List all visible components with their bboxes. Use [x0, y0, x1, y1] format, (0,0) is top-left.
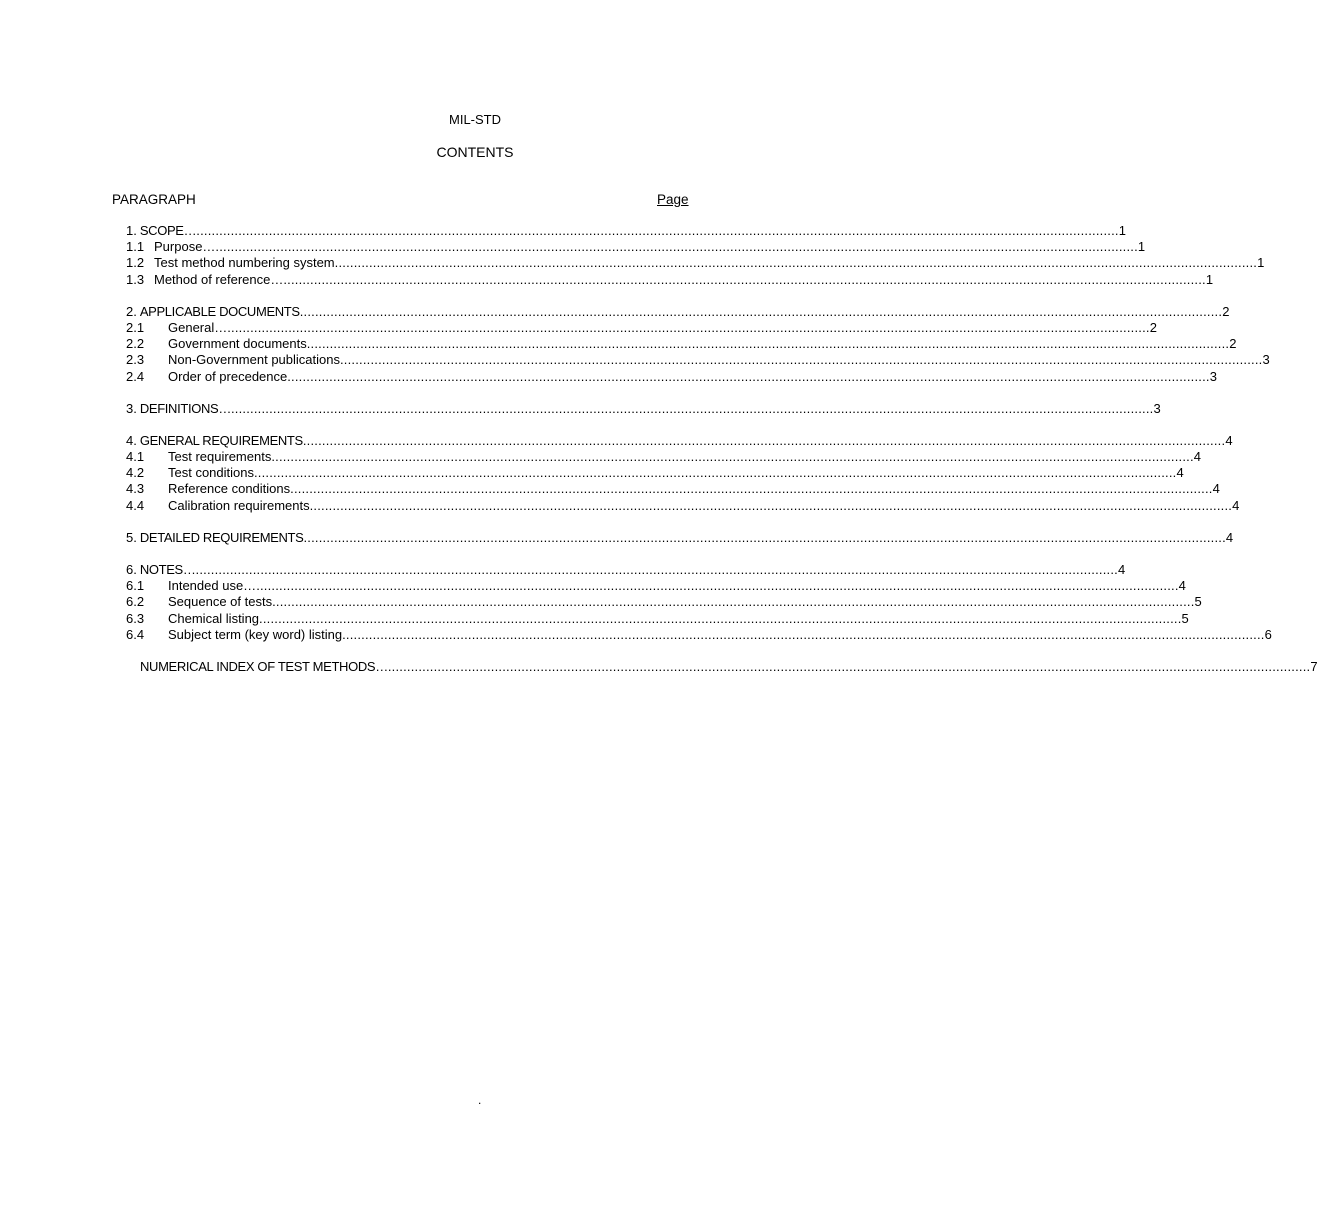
- toc-entry-title: Calibration requirements: [168, 497, 310, 513]
- dot-leader: [287, 369, 1209, 385]
- toc-entry-number: 2.: [126, 303, 137, 319]
- toc-entry-page: 4: [1193, 449, 1202, 465]
- dot-leader: [231, 401, 1153, 417]
- toc-entry-number: 4.4: [126, 497, 145, 513]
- toc-entry-title: Sequence of tests: [168, 594, 273, 610]
- toc-entry-page: 5: [1181, 610, 1189, 626]
- toc-section-2: [126, 303, 1270, 385]
- dot-leader: [196, 562, 1118, 578]
- toc-section-3: [126, 400, 1161, 417]
- toc-entry: [126, 223, 1126, 239]
- toc-entry-page: 2: [1222, 303, 1230, 319]
- toc-entry: [126, 626, 1272, 643]
- toc-entry-number: 6.3: [126, 610, 145, 626]
- dot-leader: [303, 530, 1225, 546]
- toc-section-5: [126, 529, 1234, 546]
- toc-entry: [126, 562, 1126, 578]
- toc-entry-page: 1: [1118, 223, 1126, 238]
- toc-entry: [126, 497, 1240, 514]
- toc-entry-number: 1.: [126, 223, 137, 238]
- toc-entry-title: Government documents: [168, 336, 307, 352]
- toc-entry-page: 3: [1209, 368, 1217, 384]
- toc-entry: [126, 271, 1214, 288]
- toc-section-4: [126, 432, 1240, 514]
- toc-entry-title: GENERAL REQUIREMENTS: [139, 432, 303, 448]
- dot-leader: [196, 223, 1118, 239]
- running-header-fragment: MIL-STD: [449, 112, 501, 127]
- dot-leader: [307, 336, 1229, 352]
- toc-entry: [126, 319, 1157, 336]
- toc-entry-number: 1.1: [126, 239, 145, 255]
- dot-leader: [271, 449, 1193, 465]
- toc-entry: [126, 594, 1202, 610]
- dot-leader: [256, 578, 1178, 594]
- dot-leader: [254, 465, 1176, 481]
- toc-entry-number: 4.3: [126, 481, 145, 497]
- toc-entry-number: 4.2: [126, 465, 145, 481]
- footer-mark: .: [478, 1093, 482, 1107]
- toc-entry: [126, 368, 1217, 385]
- toc-entry-title: Method of reference…: [154, 271, 284, 287]
- toc-entry-number: 4.: [126, 432, 137, 448]
- toc-entry-title: Subject term (key word) listing: [168, 626, 343, 642]
- dot-leader: [300, 304, 1222, 320]
- dot-leader: [259, 611, 1181, 627]
- toc-section-6: [126, 562, 1272, 643]
- toc-entry-title: Order of precedence: [168, 368, 288, 384]
- dot-leader: [283, 272, 1205, 288]
- toc-entry: [126, 400, 1161, 417]
- toc-entry-title: SCOPE…: [139, 223, 197, 238]
- toc-entry-title: Purpose…: [154, 239, 216, 255]
- toc-entry-page: 5: [1194, 594, 1202, 610]
- toc-entry-page: 4: [1212, 481, 1220, 497]
- toc-entry-title: Reference conditions: [168, 481, 291, 497]
- dot-leader: [335, 255, 1257, 271]
- toc-entry: [126, 658, 1318, 675]
- toc-entry-page: 3: [1153, 400, 1161, 416]
- toc-entry-number: 6.2: [126, 594, 145, 610]
- page-title: CONTENTS: [436, 144, 514, 160]
- toc-entry: [126, 578, 1186, 594]
- toc-entry-page: 6: [1264, 626, 1272, 642]
- toc-entry-title: DETAILED REQUIREMENTS: [139, 529, 304, 545]
- dot-leader: [227, 320, 1149, 336]
- toc-entry-title: Test method numbering system: [154, 255, 335, 271]
- dot-leader: [388, 659, 1310, 675]
- toc-entry-number: 2.2: [126, 336, 145, 352]
- toc-entry-page: 1: [1137, 239, 1146, 255]
- toc-entry-number: 2.3: [126, 352, 145, 368]
- toc-entry: [126, 610, 1189, 627]
- toc-entry-number: 1.2: [126, 255, 145, 271]
- toc-entry-title: Intended use…: [168, 578, 257, 594]
- toc-entry-page: 4: [1232, 497, 1240, 513]
- toc-entry-page: 1: [1257, 255, 1265, 271]
- toc-entry-title: General…: [168, 319, 228, 335]
- toc-entry-number: 6.4: [126, 626, 145, 642]
- toc-entry-page: 7: [1310, 658, 1318, 674]
- toc-entry-number: 1.3: [126, 271, 145, 287]
- table-of-contents: [126, 223, 1318, 691]
- toc-entry-page: 3: [1262, 352, 1270, 368]
- dot-leader: [342, 627, 1264, 643]
- toc-entry: [126, 336, 1237, 352]
- toc-entry: [126, 255, 1265, 271]
- dot-leader: [215, 239, 1137, 255]
- page-column-heading: Page: [657, 192, 689, 207]
- toc-section-1: [126, 223, 1265, 288]
- toc-section-index: [126, 658, 1318, 675]
- toc-entry: [126, 352, 1270, 368]
- toc-entry-title: NOTES…: [139, 562, 196, 577]
- dot-leader: [303, 433, 1225, 449]
- dot-leader: [340, 352, 1262, 368]
- toc-entry-number: 2.1: [126, 319, 145, 335]
- toc-entry-page: 1: [1205, 271, 1214, 287]
- dot-leader: [310, 498, 1232, 514]
- toc-entry-page: 2: [1229, 336, 1237, 352]
- toc-entry-page: 2: [1149, 319, 1157, 335]
- toc-entry: [126, 432, 1233, 449]
- toc-entry: [126, 449, 1202, 465]
- toc-entry: [126, 465, 1184, 481]
- toc-entry-number: 6.: [126, 562, 137, 577]
- toc-entry-title: Test conditions: [168, 465, 254, 481]
- toc-entry: [126, 239, 1146, 255]
- toc-entry: [126, 303, 1230, 320]
- toc-entry-page: 4: [1225, 432, 1233, 448]
- toc-entry-title: APPLICABLE DOCUMENTS: [139, 303, 300, 319]
- toc-entry-page: 4: [1225, 529, 1234, 545]
- toc-entry: [126, 529, 1234, 546]
- toc-entry-number: 5.: [126, 529, 137, 545]
- dot-leader: [272, 594, 1194, 610]
- toc-entry-page: 4: [1118, 562, 1126, 577]
- toc-entry-number: 3.: [126, 400, 137, 416]
- toc-entry-title: Chemical listing: [168, 610, 260, 626]
- toc-entry-number: 6.1: [126, 578, 145, 594]
- paragraph-column-heading: PARAGRAPH: [112, 192, 196, 207]
- toc-entry-title: Test requirements: [168, 449, 272, 465]
- toc-entry-title: DEFINITIONS…: [139, 400, 231, 416]
- dot-leader: [290, 481, 1212, 497]
- toc-entry-number: 4.1: [126, 449, 145, 465]
- toc-entry-page: 4: [1176, 465, 1184, 481]
- toc-entry-title: NUMERICAL INDEX OF TEST METHODS…: [140, 658, 388, 674]
- toc-entry-page: 4: [1178, 578, 1186, 594]
- toc-entry-title: Non-Government publications: [168, 352, 340, 368]
- toc-entry-number: 2.4: [126, 368, 145, 384]
- toc-entry: [126, 481, 1220, 497]
